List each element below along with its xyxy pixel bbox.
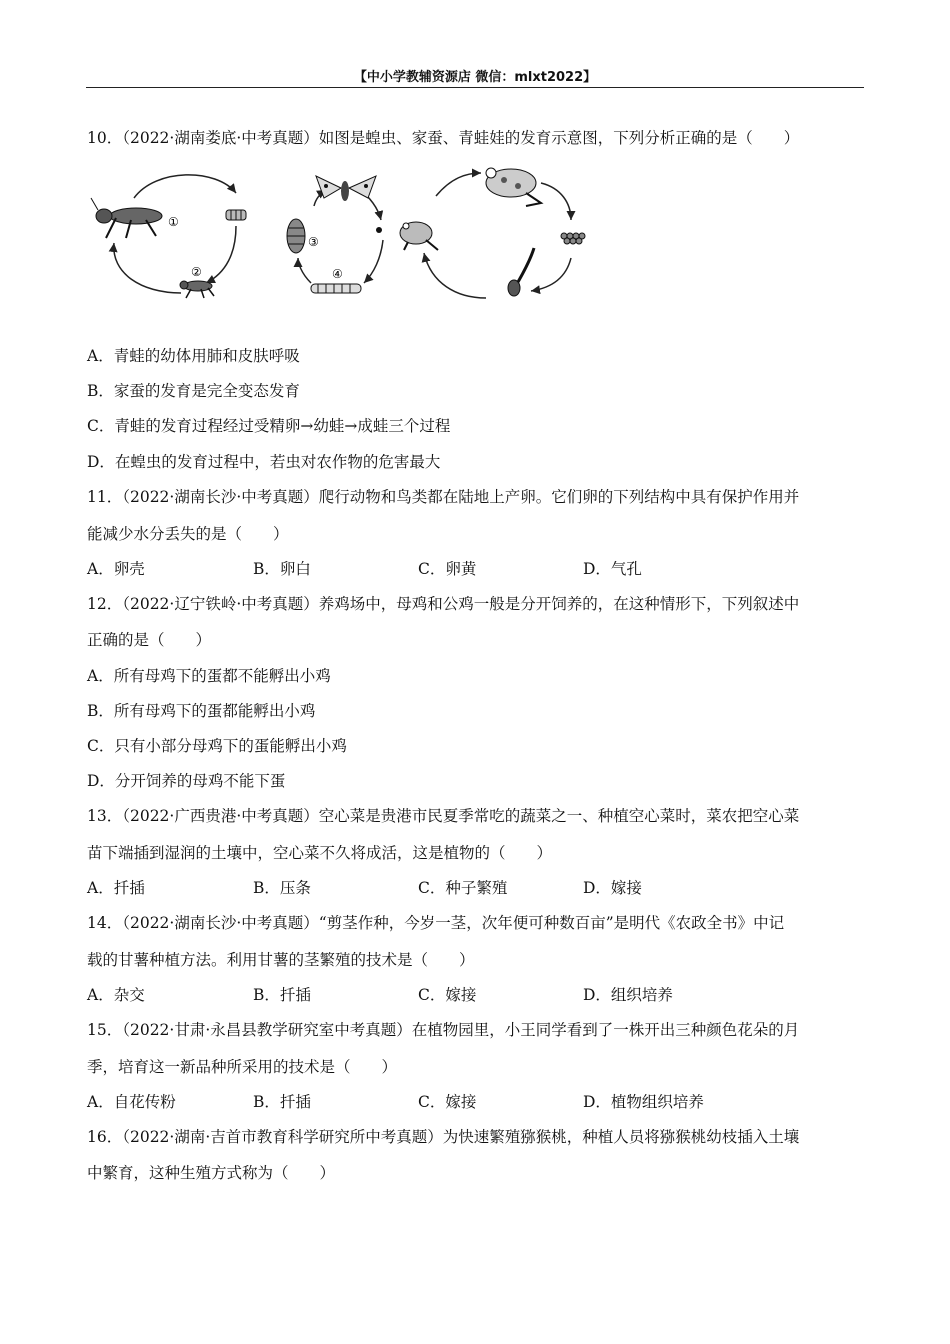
option-15a: A．自花传粉 <box>87 1093 176 1111</box>
marker-3: ③ <box>308 235 319 249</box>
frog-eggs-icon <box>561 233 585 244</box>
question-12-stem-line1: 12．（2022·辽宁铁岭·中考真题）养鸡场中，母鸡和公鸡一般是分开饲养的，在这种情形下，下列叙述中 <box>87 595 800 613</box>
question-11-stem-line2: 能减少水分丢失的是（ ） <box>87 525 289 543</box>
option-15b: B．扦插 <box>253 1093 311 1111</box>
header-divider <box>86 87 864 88</box>
option-15d: D．植物组织培养 <box>583 1093 704 1111</box>
silkworm-egg-icon <box>376 227 382 233</box>
frog-cycle <box>400 168 585 298</box>
option-12d: D．分开饲养的母鸡不能下蛋 <box>87 772 286 790</box>
option-14c: C．嫁接 <box>418 986 477 1004</box>
option-13d: D．嫁接 <box>583 879 642 897</box>
option-11a: A．卵壳 <box>87 560 145 578</box>
option-11b: B．卵白 <box>253 560 311 578</box>
silkworm-cycle <box>287 176 383 293</box>
question-14-stem-line1: 14．（2022·湖南长沙·中考真题）“剪茎作种，今岁一茎，次年便可种数百亩”是明代《农政全书》中记 <box>87 914 785 932</box>
option-10d: D．在蝗虫的发育过程中，若虫对农作物的危害最大 <box>87 453 441 471</box>
option-12b: B．所有母鸡下的蛋都能孵出小鸡 <box>87 702 316 720</box>
question-15-stem-line1: 15．（2022·甘肃·永昌县教学研究室中考真题）在植物园里，小王同学看到了一株开出三种颜色花朵的月 <box>87 1021 800 1039</box>
young-frog-icon <box>400 222 438 250</box>
option-10c: C．青蛙的发育过程经过受精卵→幼蛙→成蛙三个过程 <box>87 417 451 435</box>
locust-cycle <box>91 175 246 298</box>
question-11-stem-line1: 11．（2022·湖南长沙·中考真题）爬行动物和鸟类都在陆地上产卵。它们卵的下列结构中具有保护作用并 <box>87 488 800 506</box>
option-15c: C．嫁接 <box>418 1093 477 1111</box>
question-16-stem-line1: 16．（2022·湖南·吉首市教育科学研究所中考真题）为快速繁殖猕猴桃，种植人员将猕猴桃幼枝插入土壤 <box>87 1128 800 1146</box>
question-14-stem-line2: 载的甘薯种植方法。利用甘薯的茎繁殖的技术是（ ） <box>87 951 475 969</box>
egg-pod-icon <box>226 210 246 220</box>
option-11d: D．气孔 <box>583 560 642 578</box>
option-14a: A．杂交 <box>87 986 145 1004</box>
option-10b: B．家蚕的发育是完全变态发育 <box>87 382 300 400</box>
page-header: 【中小学教辅资源店 微信：mlxt2022】 <box>353 70 597 85</box>
option-14d: D．组织培养 <box>583 986 673 1004</box>
marker-4: ④ <box>332 267 343 281</box>
development-diagram <box>86 158 646 308</box>
question-10-stem: 10．（2022·湖南娄底·中考真题）如图是蝗虫、家蚕、青蛙娃的发育示意图，下列分析正确的是（ ） <box>87 129 800 147</box>
nymph-icon <box>180 281 214 298</box>
option-11c: C．卵黄 <box>418 560 477 578</box>
question-12-stem-line2: 正确的是（ ） <box>87 631 212 649</box>
marker-1: ① <box>168 215 179 229</box>
question-16-stem-line2: 中繁育，这种生殖方式称为（ ） <box>87 1164 336 1182</box>
option-13c: C．种子繁殖 <box>418 879 508 897</box>
pupa-icon <box>287 219 305 253</box>
option-14b: B．扦插 <box>253 986 311 1004</box>
marker-2: ② <box>191 265 202 279</box>
moth-icon <box>316 176 376 201</box>
question-13-stem-line2: 苗下端插到湿润的土壤中，空心菜不久将成活，这是植物的（ ） <box>87 844 553 862</box>
adult-locust-icon <box>91 198 162 238</box>
adult-frog-icon <box>486 168 541 206</box>
option-13a: A．扦插 <box>87 879 145 897</box>
option-12a: A．所有母鸡下的蛋都不能孵出小鸡 <box>87 667 331 685</box>
option-10a: A．青蛙的幼体用肺和皮肤呼吸 <box>87 347 300 365</box>
question-15-stem-line2: 季，培育这一新品种所采用的技术是（ ） <box>87 1058 398 1076</box>
option-12c: C．只有小部分母鸡下的蛋能孵出小鸡 <box>87 737 347 755</box>
option-13b: B．压条 <box>253 879 311 897</box>
question-13-stem-line1: 13．（2022·广西贵港·中考真题）空心菜是贵港市民夏季常吃的蔬菜之一、种植空心菜时，菜农把空心菜 <box>87 807 800 825</box>
larva-icon <box>311 284 361 293</box>
tadpole-icon <box>508 248 534 296</box>
